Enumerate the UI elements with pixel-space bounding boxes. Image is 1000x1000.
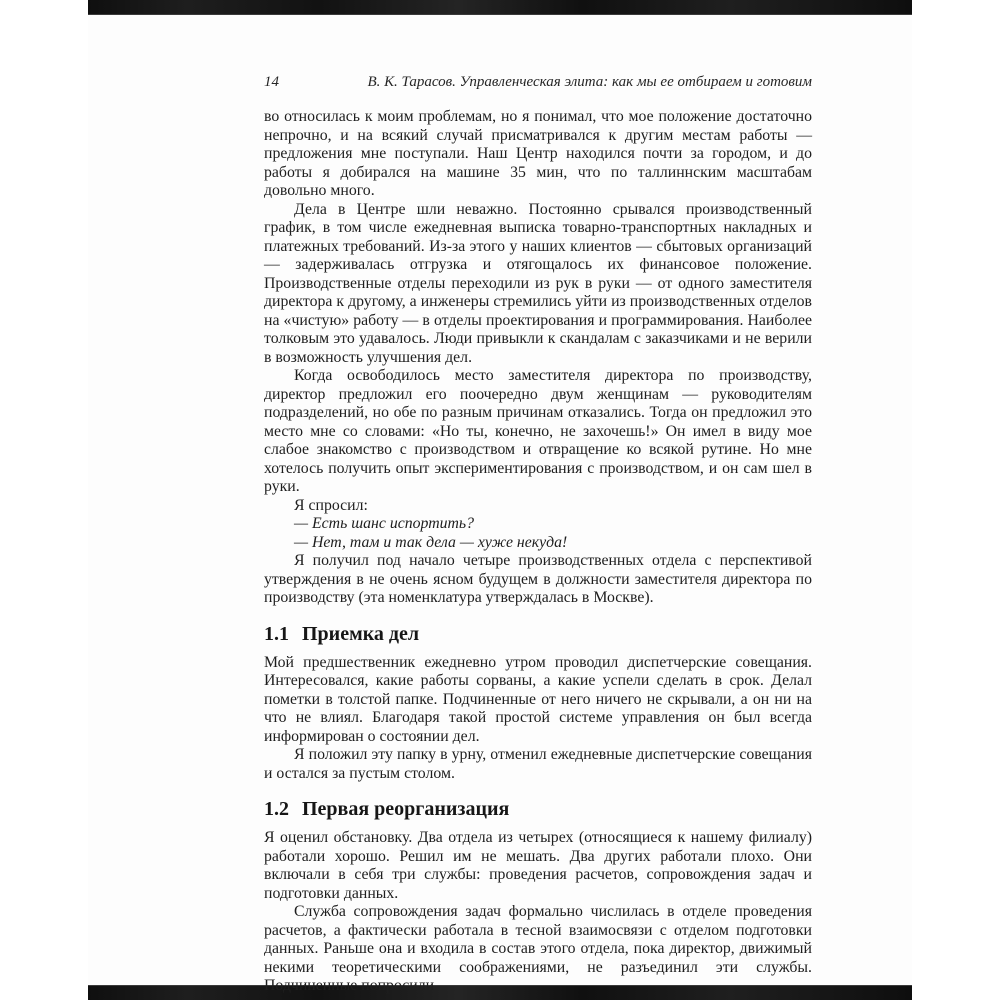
running-header	[264, 74, 812, 90]
section-number-1-2: 1.2	[264, 798, 289, 820]
section-heading-1-2	[264, 798, 812, 820]
dialogue-line-1: — Есть шанс испортить?	[294, 515, 475, 532]
paragraph-vacancy: Когда освободилось место заместителя директора по производству, директор предложил его поочередно двум женщинам — руководителям подразделений, но обе по разным причинам отказались. Тогда он предложил это место мне со словами: «Но ты, конечно, не захочешь!» Он имел в виду мое слабое знакомство с производством и отвращение ко всякой рутине. Но мне хотелось получить опыт экспериментирования с производством, и он сам шел в руки.	[264, 367, 812, 495]
page-content	[264, 0, 812, 996]
paragraph-support-service: Служба сопровождения задач формально числилась в отделе проведения расчетов, а фактически работала в тесной взаимосвязи с отделом подготовки данных. Раньше она и входила в состав этого отдела, пока директор, движимый некими теоретическими соображениями, не разъединил эти службы. Подчиненные попросили	[264, 903, 812, 994]
page-number: 14	[264, 74, 279, 90]
paragraph-center-affairs: Дела в Центре шли неважно. Постоянно срывался производственный график, в том числе ежедневная выписка товарно-транспортных накладных и платежных требований. Из-за этого у наших клиентов — сбытовых организаций — задерживалась отгрузка и отягощалось их финансовое положение. Производственные отделы переходили из рук в руки — от одного заместителя директора к другому, а инженеры стремились уйти из производственных отделов на «чистую» работу — в отделы проектирования и программирования. Наиболее толковым это удавалось. Люди привыкли к скандалам с заказчиками и не верили в возможность улучшения дел.	[264, 200, 812, 366]
book-page-photo	[88, 0, 912, 1000]
paragraph-four-departments: Я получил под начало четыре производственных отдела с перспективой утверждения в не очень ясном будущем в должности заместителя директора по производству (эта номенклатура утверждалась в Москве).	[264, 552, 812, 606]
section-heading-1-1	[264, 623, 812, 645]
paragraph-predecessor: Мой предшественник ежедневно утром проводил диспетчерские совещания. Интересовался, какие работы сорваны, а какие успели сделать в срок. Делал пометки в толстой папке. Подчиненные от него ничего не скрывали, а он ни на что не влиял. Благодаря такой простой системе управления он был всегда информирован о состоянии дел.	[264, 653, 812, 745]
dialogue-line-2: — Нет, там и так дела — хуже некуда!	[294, 533, 568, 551]
body-text	[264, 108, 812, 996]
section-title-1-1: Приемка дел	[302, 622, 420, 645]
section-number-1-1: 1.1	[264, 622, 289, 645]
paragraph-intro-continuation: во относилась к моим проблемам, но я понимал, что мое положение достаточно непрочно, и на всякий случай присматривался к другим местам работы — предложения мне поступали. Наш Центр находился почти за городом, и до работы я добирался на машине 35 мин, что по таллиннским масштабам довольно много.	[264, 108, 812, 199]
paragraph-assessment: Я оценил обстановку. Два отдела из четырех (относящиеся к нашему филиалу) работали хорошо. Решил им не мешать. Два других работали плохо. Они включали в себя три службы: проведения расчетов, сопровождения задач и подготовки данных.	[264, 829, 812, 902]
paragraph-i-asked: Я спросил:	[294, 496, 368, 514]
paragraph-folder: Я положил эту папку в урну, отменил ежедневные диспетчерские совещания и остался за пустым столом.	[264, 746, 812, 782]
section-title-1-2: Первая реорганизация	[302, 798, 510, 820]
running-title: В. К. Тарасов. Управленческая элита: как мы ее отбираем и готовим	[367, 74, 812, 90]
